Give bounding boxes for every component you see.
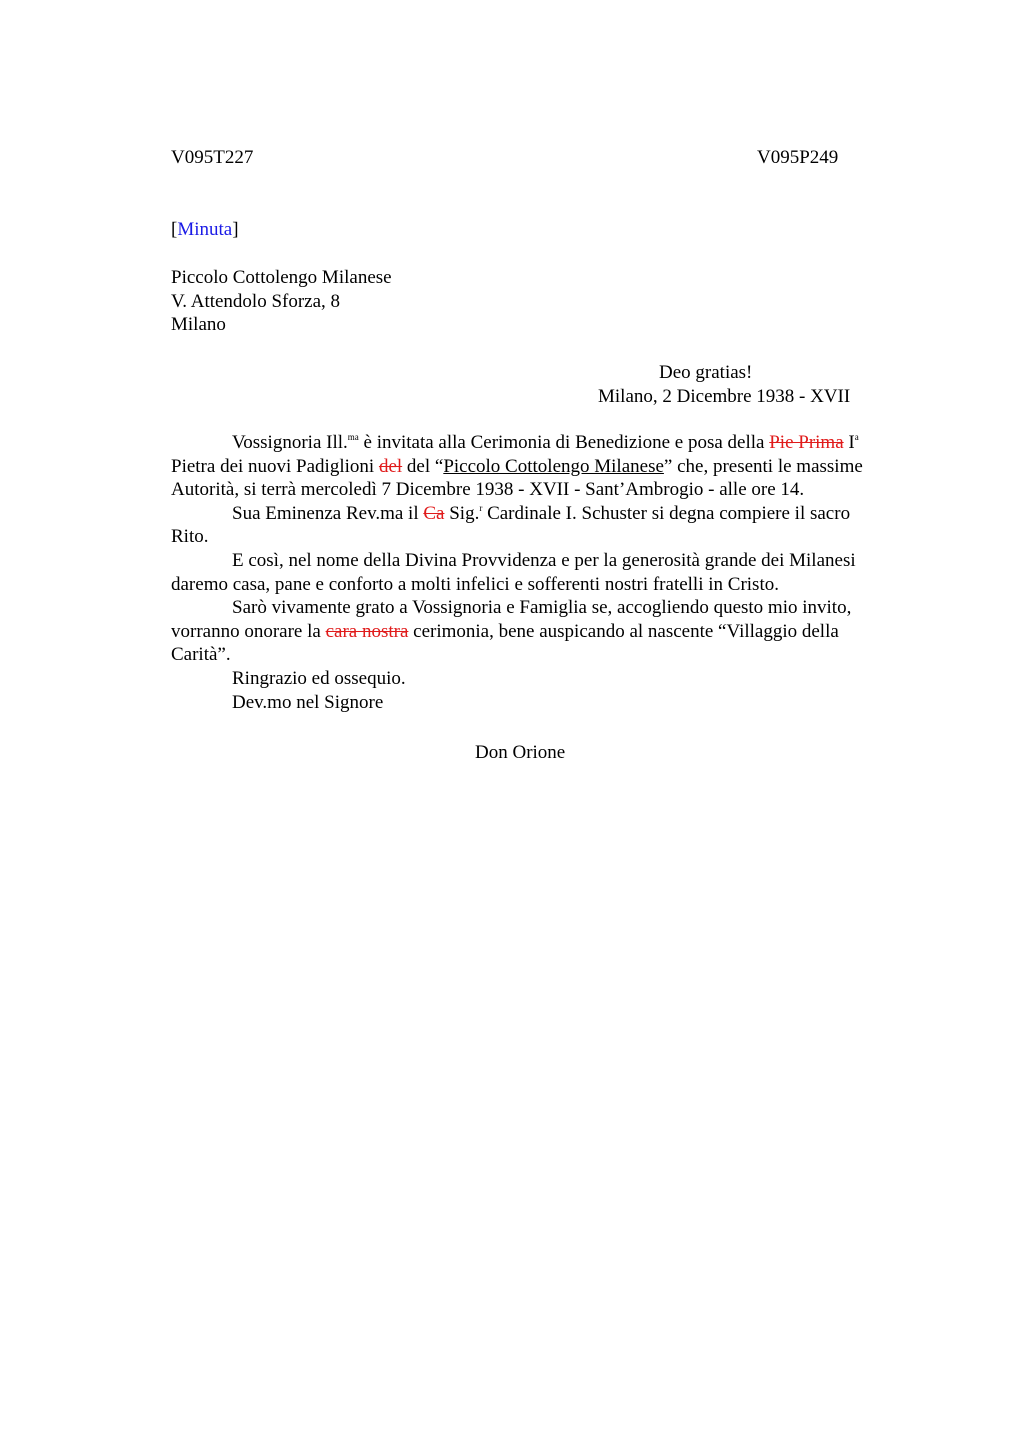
address-line-2: V. Attendolo Sforza, 8 <box>171 290 341 312</box>
paragraph-cardinal <box>171 502 931 549</box>
body-line: Carità”. <box>171 644 231 666</box>
address-line-3: Milano <box>171 314 226 336</box>
deleted-text: cara nostra <box>325 620 409 642</box>
body-line: E così, nel nome della Divina Provvidenza e per la generosità grande dei Milanesi <box>232 549 856 571</box>
body-line: vorranno onorare la cara nostra cerimonia, bene auspicando al nascente “Villaggio della <box>171 620 839 642</box>
minuta-label: Minuta <box>177 219 233 240</box>
deleted-text: Ca <box>423 502 445 524</box>
body-line: Ringrazio ed ossequio. <box>232 667 406 689</box>
body-line: Dev.mo nel Signore <box>232 691 384 713</box>
header-left-code: V095T227 <box>171 147 254 168</box>
paragraph-providence <box>171 549 931 596</box>
body-line: Pietra dei nuovi Padiglioni del del “Piccolo Cottolengo Milanese” che, presenti le massime <box>171 455 863 477</box>
signature: Don Orione <box>475 742 566 763</box>
body-line: Vossignoria Ill.$^{ma}$ è invitata alla Cerimonia di Benedizione e posa della Pie Prima $I^a$ <box>232 432 859 453</box>
letter-body <box>171 431 931 714</box>
body-line: Sua Eminenza Rev.ma il Ca Sig.$^r$ Cardinale I. Schuster si degna compiere il sacro <box>232 502 851 524</box>
minuta-note <box>171 218 239 242</box>
address-line-1: Piccolo Cottolengo Milanese <box>171 267 392 288</box>
note-close-bracket: ] <box>232 219 239 240</box>
deleted-text: Pie Prima <box>769 432 844 453</box>
paragraph-closing <box>171 667 931 714</box>
address-block <box>171 266 392 337</box>
body-line: Sarò vivamente grato a Vossignoria e Famiglia se, accogliendo questo mio invito, <box>232 597 852 619</box>
body-line: Autorità, si terrà mercoledì 7 Dicembre 1938 - XVII - Sant’Ambrogio - alle ore 14. <box>171 479 805 501</box>
paragraph-gratitude <box>171 596 931 667</box>
body-line: daremo casa, pane e conforto a molti infelici e sofferenti nostri fratelli in Cristo. <box>171 573 779 595</box>
greeting: Deo gratias! <box>659 362 753 383</box>
deleted-text: del <box>378 455 403 477</box>
paragraph-invitation <box>171 431 931 502</box>
body-line: Rito. <box>171 526 209 548</box>
header-right-code: V095P249 <box>757 147 839 168</box>
dateline: Milano, 2 Dicembre 1938 - XVII <box>598 386 851 407</box>
underlined-name: Piccolo Cottolengo Milanese <box>443 455 664 477</box>
note-open-bracket: [ <box>171 219 178 240</box>
